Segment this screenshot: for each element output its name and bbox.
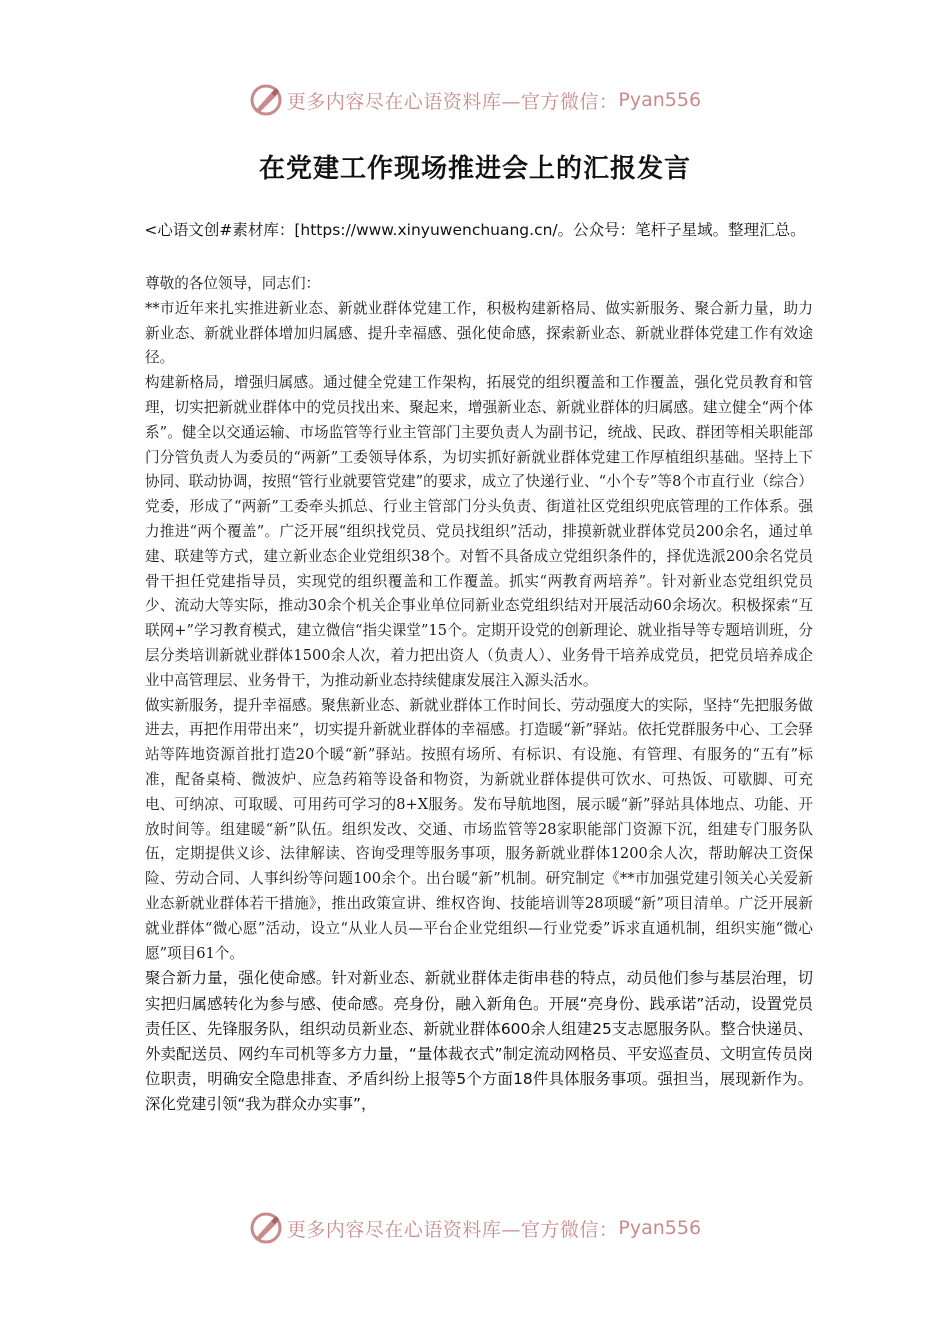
brand-logo-icon [249, 83, 283, 117]
paragraph-intro: **市近年来扎实推进新业态、新就业群体党建工作，积极构建新格局、做实新服务、聚合新力量，助力新业态、新就业群体增加归属感、提升幸福感、强化使命感，探索新业态、新就业群体党建工作有效途径。 [145, 299, 813, 367]
brand-logo-icon [249, 1211, 283, 1245]
paragraph-new-pattern: 构建新格局，增强归属感。通过健全党建工作架构，拓展党的组织覆盖和工作覆盖，强化党员教育和管理，切实把新就业群体中的党员找出来、聚起来，增强新业态、新就业群体的归属感。建立健全“两个体系”。健全以交通运输、市场监管等行业主管部门主要负责人为副书记，统战、民政、群团等相关职能部门分管负责人为委员的“两新”工委领导体系，为切实抓好新就业群体党建工作厚植组织基础。坚持上下协同、联动协调，按照“管行业就要管党建”的要求，成立了快递行业、“小个专”等8个市直行业（综合）党委，形成了“两新”工委牵头抓总、行业主管部门分头负责、街道社区党组织兜底管理的工作体系。强力推进“两个覆盖”。广泛开展“组织找党员、党员找组织”活动，排摸新就业群体党员200余名，通过单建、联建等方式，建立新业态企业党组织38个。对暂不具备成立党组织条件的，择优选派200余名党员骨干担任党建指导员，实现党的组织覆盖和工作覆盖。抓实“两教育两培养”。针对新业态党组织党员少、流动大等实际，推动30余个机关企事业单位同新业态党组织结对开展活动60余场次。积极探索“互联网+”学习教育模式，建立微信“指尖课堂”15个。定期开设党的创新理论、就业指导等专题培训班，分层分类培训新就业群体1500余人次，着力把出资人（负责人）、业务骨干培养成党员，把党员培养成企业中高管理层、业务骨干，为推动新业态持续健康发展注入源头活水。 [145, 374, 813, 689]
banner-text: 更多内容尽在心语资料库—官方微信： [286, 90, 619, 113]
paragraph-new-service: 做实新服务，提升幸福感。聚焦新业态、新就业群体工作时间长、劳动强度大的实际，坚持“先把服务做进去，再把作用带出来”，切实提升新就业群体的幸福感。打造暖“新”驿站。依托党群服务中心、工会驿站等阵地资源首批打造20个暖“新”驿站。按照有场所、有标识、有设施、有管理、有服务的“五有”标准，配备桌椅、微波炉、应急药箱等设备和物资，为新就业群体提供可饮水、可热饭、可歇脚、可充电、可纳凉、可取暖、可用药可学习的8+X服务。发布导航地图，展示暖“新”驿站具体地点、功能、开放时间等。组建暖“新”队伍。组织发改、交通、市场监管等28家职能部门资源下沉，组建专门服务队伍，定期提供义诊、法律解读、咨询受理等服务事项，服务新就业群体1200余人次，帮助解决工资保险、劳动合同、人事纠纷等问题100余个。出台暖“新”机制。研究制定《**市加强党建引领关心关爱新业态新就业群体若干措施》，推出政策宣讲、维权咨询、技能培训等28项暖“新”项目清单。广泛开展新就业群体“微心愿”活动，设立“从业人员—平台企业党组织—行业党委”诉求直通机制，组织实施“微心愿”项目61个。 [145, 696, 813, 962]
header-banner [0, 78, 950, 122]
source-line: <心语文创#素材库：[https://www.xinyuwenchuang.cn/。公众号：笔杆子星域。整理汇总。 [144, 221, 806, 239]
document-title: 在党建工作现场推进会上的汇报发言 [258, 154, 691, 184]
footer-banner [0, 1206, 950, 1250]
banner-handle: Pyan556 [618, 89, 702, 111]
document-body [145, 272, 813, 1118]
paragraph-new-force: 聚合新力量，强化使命感。针对新业态、新就业群体走街串巷的特点，动员他们参与基层治理，切实把归属感转化为参与感、使命感。亮身份，融入新角色。开展“亮身份、践承诺”活动，设置党员责任区、先锋服务队，组织动员新业态、新就业群体600余人组建25支志愿服务队。整合快递员、外卖配送员、网约车司机等多方力量，“量体裁衣式”制定流动网格员、平安巡查员、文明宣传员岗位职责，明确安全隐患排查、矛盾纠纷上报等5个方面18件具体服务事项。强担当，展现新作为。深化党建引领“我为群众办实事”， [145, 969, 813, 1114]
banner-handle: Pyan556 [618, 1217, 702, 1239]
banner-text: 更多内容尽在心语资料库—官方微信： [286, 1218, 619, 1241]
greeting: 尊敬的各位领导，同志们： [145, 275, 321, 292]
